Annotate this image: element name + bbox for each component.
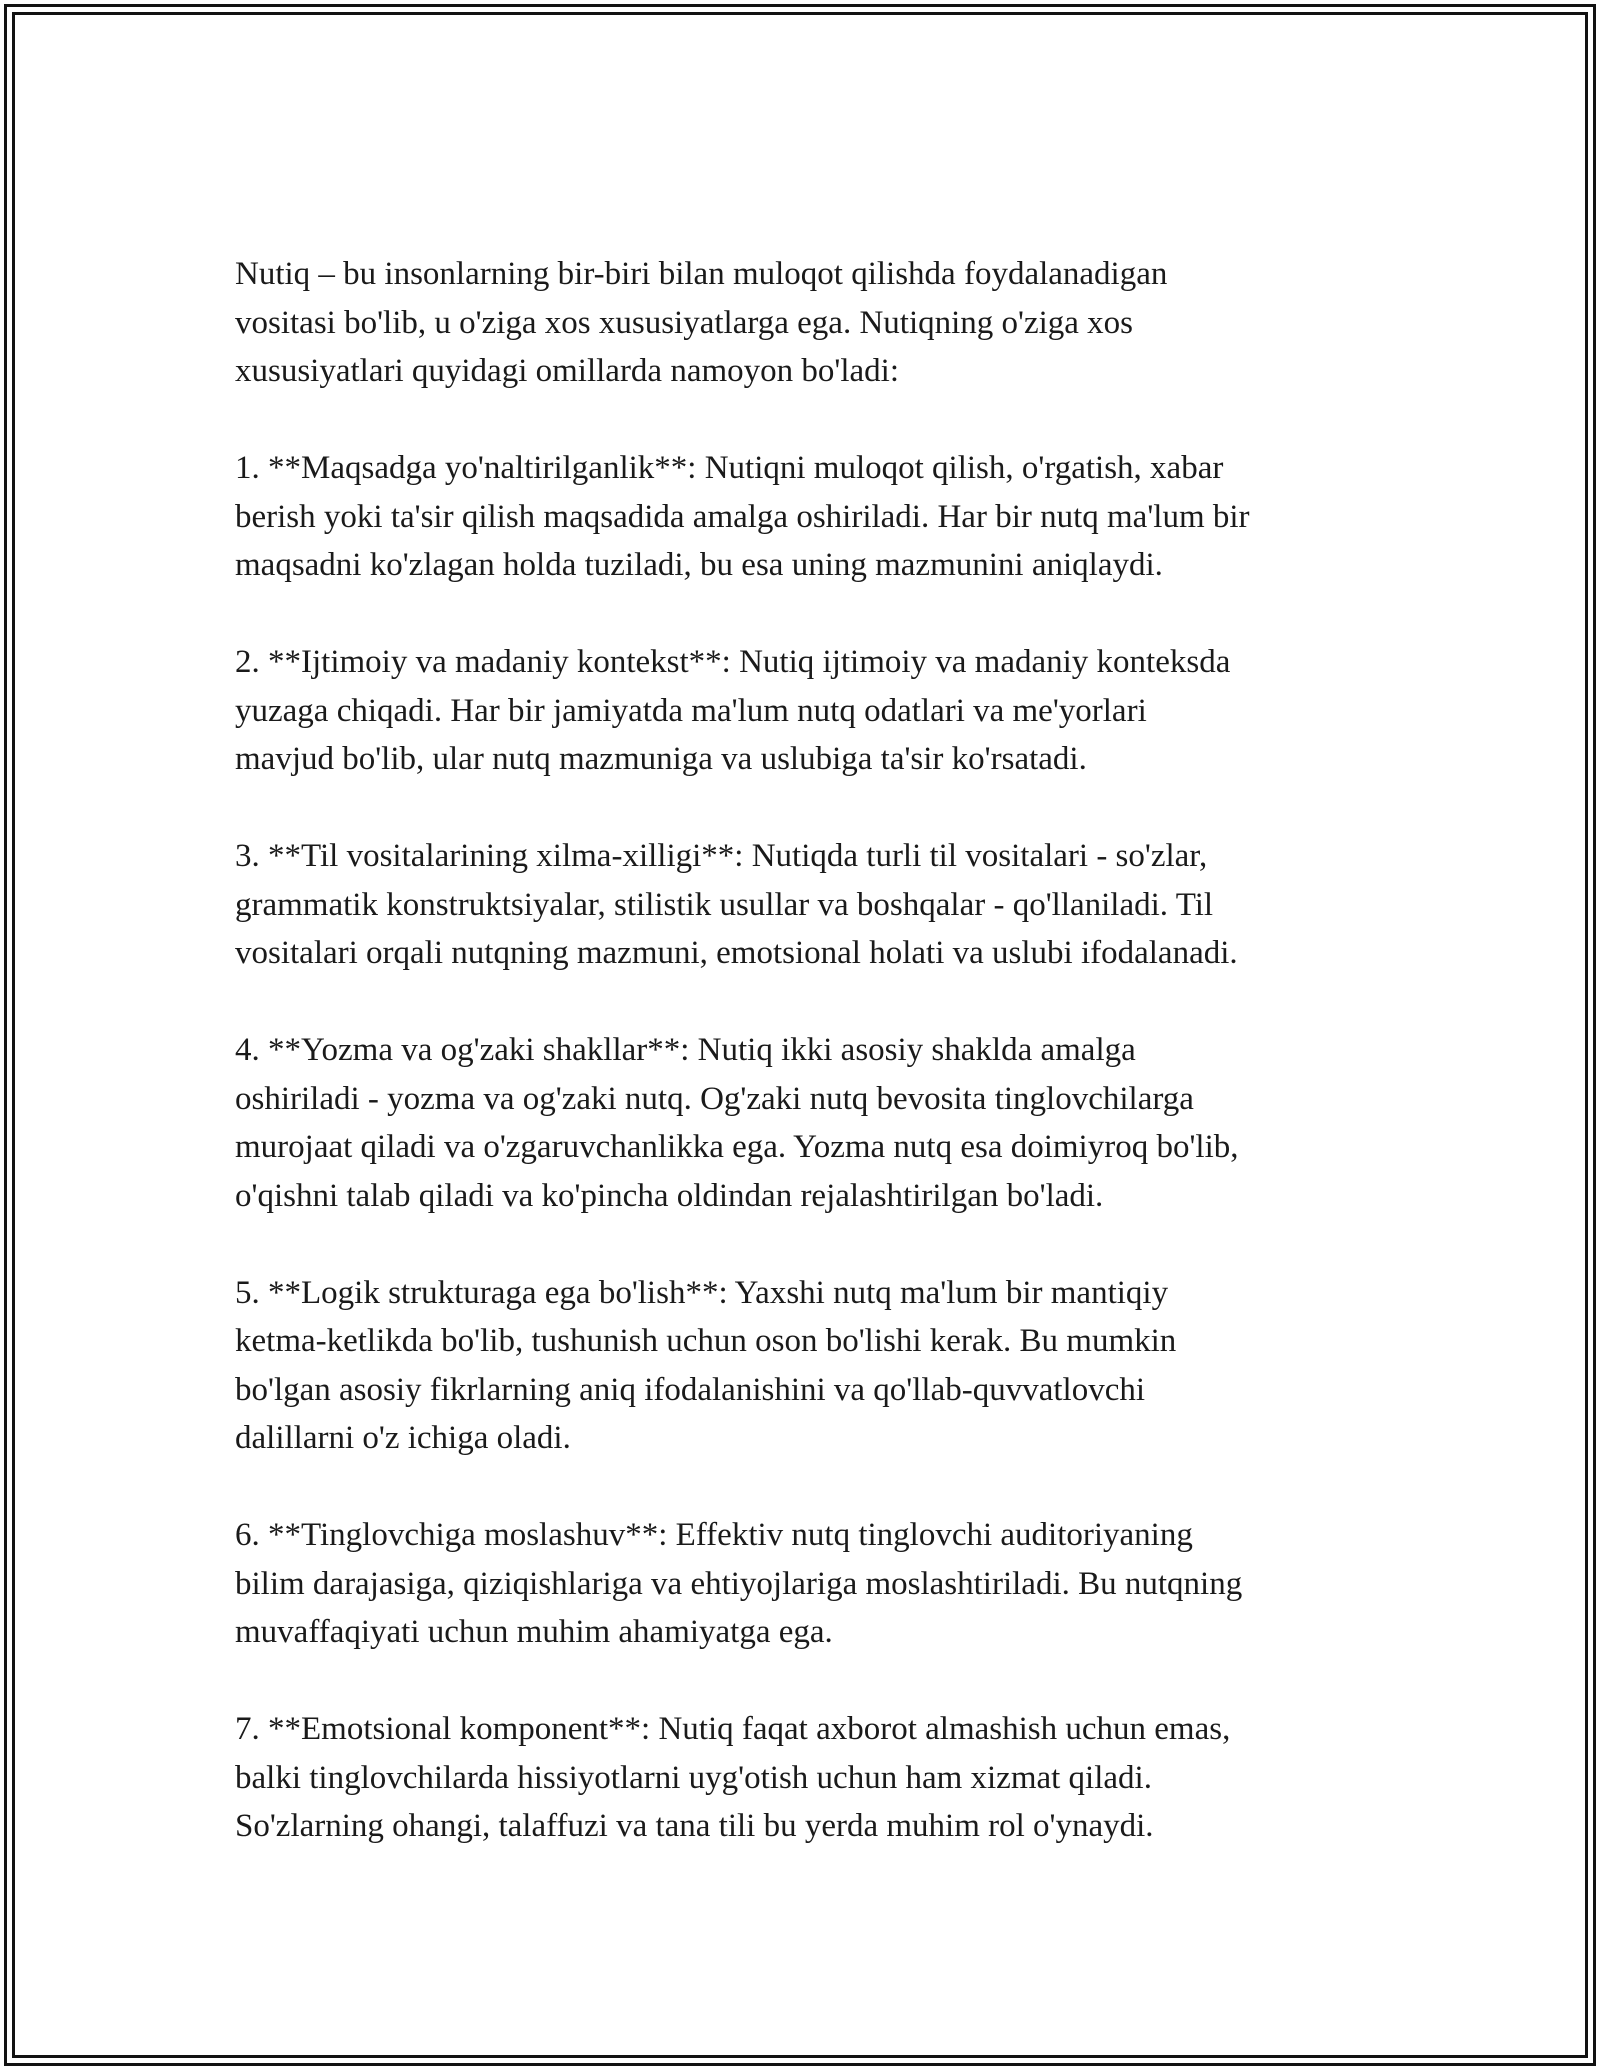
text-line: bilim darajasiga, qiziqishlariga va ehtiyojlariga moslashtiriladi. Bu nutqning [235,1565,1243,1602]
text-line: 1. **Maqsadga yo'naltirilganlik**: Nutiqni muloqot qilish, o'rgatish, xabar [235,450,1224,486]
document-body [235,250,1385,1851]
list-item-7 [235,1705,1385,1851]
intro-paragraph [235,250,1385,396]
text-line: berish yoki ta'sir qilish maqsadida amalga oshiriladi. Har bir nutq ma'lum bir [235,498,1250,535]
text-line: murojaat qiladi va o'zgaruvchanlikka ega. Yozma nutq esa doimiyroq bo'lib, [235,1129,1239,1165]
text-line: maqsadni ko'zlagan holda tuziladi, bu esa uning mazmunini aniqlaydi. [235,547,1163,583]
text-line: xususiyatlari quyidagi omillarda namoyon bo'ladi: [235,353,899,389]
list-item-5 [235,1269,1385,1463]
text-line: 2. **Ijtimoiy va madaniy kontekst**: Nutiq ijtimoiy va madaniy konteksda [235,644,1231,680]
text-line: yuzaga chiqadi. Har bir jamiyatda ma'lum nutq odatlari va me'yorlari [235,692,1147,729]
list-item-1 [235,444,1385,590]
text-line: muvaffaqiyati uchun muhim ahamiyatga ega. [235,1614,833,1650]
text-line: vositalari orqali nutqning mazmuni, emotsional holati va uslubi ifodalanadi. [235,935,1238,971]
text-line: 4. **Yozma va og'zaki shakllar**: Nutiq ikki asosiy shaklda amalga [235,1032,1136,1068]
list-item-6 [235,1511,1385,1657]
text-line: 5. **Logik strukturaga ega bo'lish**: Yaxshi nutq ma'lum bir mantiqiy [235,1274,1169,1311]
text-line: balki tinglovchilarda hissiyotlarni uyg'otish uchun ham xizmat qiladi. [235,1759,1152,1796]
text-line: grammatik konstruktsiyalar, stilistik usullar va boshqalar - qo'llaniladi. Til [235,886,1214,923]
list-item-2 [235,638,1385,784]
text-line: So'zlarning ohangi, talaffuzi va tana tili bu yerda muhim rol o'ynaydi. [235,1808,1154,1844]
text-line: ketma-ketlikda bo'lib, tushunish uchun oson bo'lishi kerak. Bu mumkin [235,1323,1177,1359]
text-line: oshiriladi - yozma va og'zaki nutq. Og'zaki nutq bevosita tinglovchilarga [235,1080,1194,1117]
text-line: bo'lgan asosiy fikrlarning aniq ifodalanishini va qo'llab-quvvatlovchi [235,1371,1146,1408]
text-line: vositasi bo'lib, u o'ziga xos xususiyatlarga ega. Nutiqning o'ziga xos [235,304,1134,341]
text-line: Nutiq – bu insonlarning bir-biri bilan muloqot qilishda foydalanadigan [235,256,1168,292]
list-item-4 [235,1026,1385,1220]
text-line: 6. **Tinglovchiga moslashuv**: Effektiv nutq tinglovchi auditoriyaning [235,1517,1193,1553]
text-line: o'qishni talab qiladi va ko'pincha oldindan rejalashtirilgan bo'ladi. [235,1177,1104,1214]
list-item-3 [235,832,1385,978]
text-line: mavjud bo'lib, ular nutq mazmuniga va uslubiga ta'sir ko'rsatadi. [235,741,1087,777]
text-line: 7. **Emotsional komponent**: Nutiq faqat axborot almashish uchun emas, [235,1711,1231,1747]
text-line: 3. **Til vositalarining xilma-xilligi**: Nutiqda turli til vositalari - so'zlar, [235,838,1208,874]
text-line: dalillarni o'z ichiga oladi. [235,1420,571,1456]
